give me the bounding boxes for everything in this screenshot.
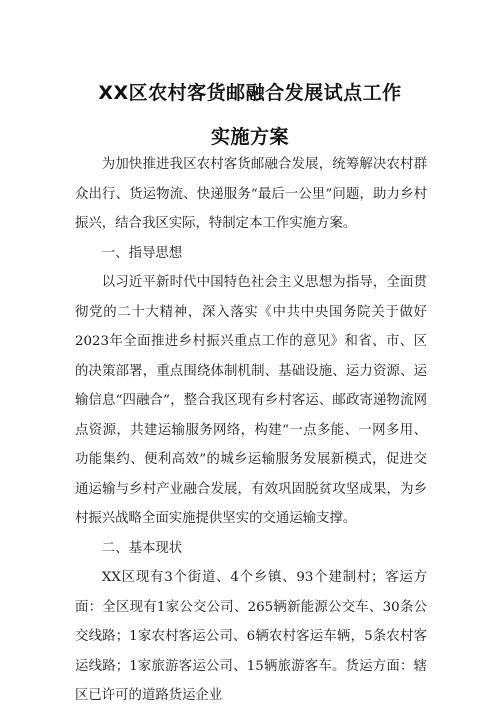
section2-heading: 二、基本现状 (101, 540, 183, 556)
section1-paragraph: 以习近平新时代中国特色社会主义思想为指导，全面贯彻党的二十大精神，深入落实《中共中央国务院关于做好2023年全面推进乡村振兴重点工作的意见》和省、市、区的决策部署，重点围绕体制机制、基础设施、运力资源、运输信息“四融合”，整合我区现有乡村客运、邮政寄递物流网点资源，共建运输服务网络，构建“一点多能、一网多用、功能集约、便利高效”的城乡运输服务发展新模式，促进交通运输与乡村产业融合发展，有效巩固脱贫攻坚成果，为乡村振兴战略全面实施提供坚实的交通运输支撑。 (75, 275, 427, 526)
document-body (75, 150, 427, 711)
document-title-line1: XX区农村客货邮融合发展试点工作 (98, 82, 402, 104)
document-title-line2: 实施方案 (210, 126, 289, 148)
section2-paragraph: XX区现有3个街道、4个乡镇、93个建制村；客运方面：全区现有1家公交公司、265辆新能源公交车、30条公交线路；1家农村客运公司、6辆农村客运车辆，5条农村客运线路；1家旅游客运公司、15辆旅游客车。货运方面：辖区已许可的道路货运企业 (75, 570, 427, 703)
intro-paragraph: 为加快推进我区农村客货邮融合发展，统筹解决农村群众出行、货运物流、快递服务“最后一公里”问题，助力乡村振兴，结合我区实际，特制定本工作实施方案。 (75, 157, 427, 231)
section1-heading: 一、指导思想 (101, 245, 183, 261)
